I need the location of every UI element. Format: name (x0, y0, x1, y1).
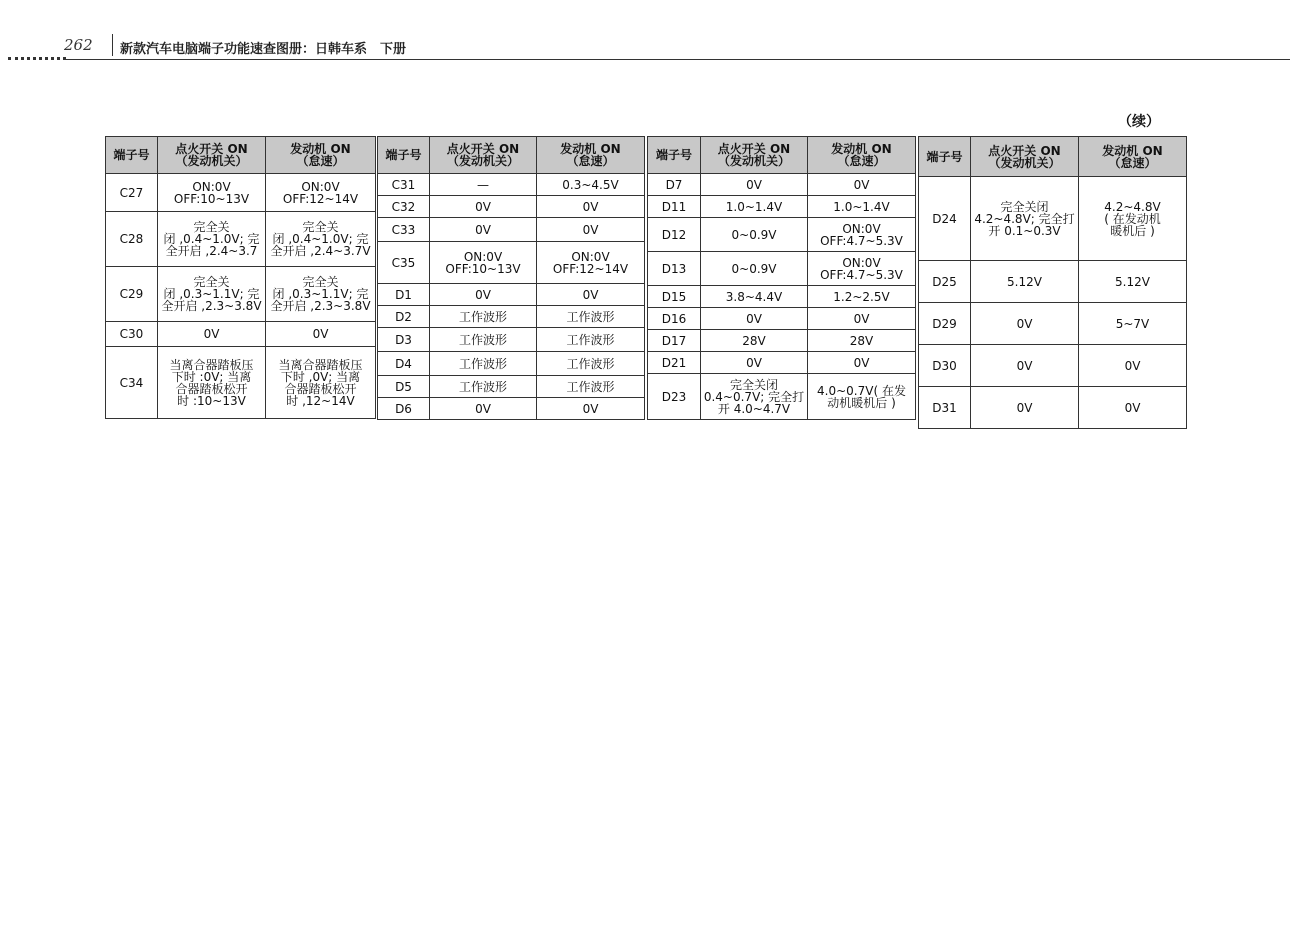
pin-cell: D16 (648, 308, 701, 330)
pin-cell: D24 (919, 177, 971, 261)
ign-value-cell: 0V (701, 308, 808, 330)
ign-value-cell: 0V (971, 387, 1079, 429)
engine-value-cell: 0V (808, 308, 916, 330)
pin-cell: D29 (919, 303, 971, 345)
table-row (378, 306, 645, 328)
table-row (106, 347, 376, 419)
terminal-table-4 (918, 136, 1187, 429)
table-row (378, 218, 645, 242)
engine-value-cell: 工作波形 (537, 328, 645, 352)
page-number: 262 (64, 36, 93, 54)
pin-cell: C27 (106, 174, 158, 212)
ign-value-cell: 完全关闭 4.2~4.8V; 完全打 开 0.1~0.3V (971, 177, 1079, 261)
ign-value-cell: 0V (430, 196, 537, 218)
engine-value-cell: 完全关 闭 ,0.3~1.1V; 完 全开启 ,2.3~3.8V (266, 267, 376, 322)
table-row (919, 303, 1187, 345)
engine-value-cell: 1.2~2.5V (808, 286, 916, 308)
table-row (378, 284, 645, 306)
pin-cell: C35 (378, 242, 430, 284)
engine-value-cell: 0V (537, 218, 645, 242)
table-header-row (106, 137, 376, 174)
ign-value-cell: 0V (430, 218, 537, 242)
table-header-row (378, 137, 645, 174)
ign-value-cell: 0V (971, 303, 1079, 345)
pin-cell: D3 (378, 328, 430, 352)
engine-value-cell: 4.0~0.7V( 在发 动机暖机后 ) (808, 374, 916, 420)
pin-cell: D23 (648, 374, 701, 420)
table-row (106, 174, 376, 212)
continued-label: （续） (1118, 114, 1160, 130)
table-row (648, 330, 916, 352)
pin-cell: D12 (648, 218, 701, 252)
pin-cell: D4 (378, 352, 430, 376)
header-dotted-line (8, 57, 66, 60)
col-header-engine-on: 发动机 ON （怠速） (1079, 137, 1187, 177)
ign-value-cell: 3.8~4.4V (701, 286, 808, 308)
table-row (378, 328, 645, 352)
pin-cell: C29 (106, 267, 158, 322)
engine-value-cell: ON:0V OFF:4.7~5.3V (808, 218, 916, 252)
ign-value-cell: 0V (971, 345, 1079, 387)
pin-cell: D17 (648, 330, 701, 352)
engine-value-cell: 0.3~4.5V (537, 174, 645, 196)
terminal-table-3 (647, 136, 916, 420)
table-row (648, 252, 916, 286)
header-rule (66, 59, 1290, 60)
table-row (378, 376, 645, 398)
col-header-ign-on: 点火开关 ON （发动机关） (971, 137, 1079, 177)
engine-value-cell: 工作波形 (537, 376, 645, 398)
table-row (106, 212, 376, 267)
ign-value-cell: 完全关 闭 ,0.4~1.0V; 完 全开启 ,2.4~3.7 (158, 212, 266, 267)
table-header-row (648, 137, 916, 174)
pin-cell: C31 (378, 174, 430, 196)
ign-value-cell: 5.12V (971, 261, 1079, 303)
table-row (648, 352, 916, 374)
engine-value-cell: 工作波形 (537, 306, 645, 328)
pin-cell: D30 (919, 345, 971, 387)
col-header-terminal: 端子号 (378, 137, 430, 174)
engine-value-cell: 1.0~1.4V (808, 196, 916, 218)
table-row (648, 196, 916, 218)
table-row (106, 267, 376, 322)
table-header-row (919, 137, 1187, 177)
pin-cell: D7 (648, 174, 701, 196)
ign-value-cell: 0V (701, 174, 808, 196)
table-row (648, 374, 916, 420)
table-row (919, 345, 1187, 387)
engine-value-cell: ON:0V OFF:12~14V (266, 174, 376, 212)
col-header-terminal: 端子号 (106, 137, 158, 174)
terminal-table-2 (377, 136, 645, 420)
ign-value-cell: — (430, 174, 537, 196)
ign-value-cell: 完全关 闭 ,0.3~1.1V; 完 全开启 ,2.3~3.8V (158, 267, 266, 322)
col-header-terminal: 端子号 (648, 137, 701, 174)
engine-value-cell: 完全关 闭 ,0.4~1.0V; 完 全开启 ,2.4~3.7V (266, 212, 376, 267)
pin-cell: D11 (648, 196, 701, 218)
ign-value-cell: 0~0.9V (701, 218, 808, 252)
table-row (378, 242, 645, 284)
table-row (648, 174, 916, 196)
pin-cell: C33 (378, 218, 430, 242)
ign-value-cell: 28V (701, 330, 808, 352)
table-row (919, 261, 1187, 303)
pin-cell: C30 (106, 322, 158, 347)
table-row (378, 174, 645, 196)
col-header-engine-on: 发动机 ON （怠速） (266, 137, 376, 174)
ign-value-cell: 0V (430, 284, 537, 306)
engine-value-cell: 工作波形 (537, 352, 645, 376)
table-row (919, 177, 1187, 261)
engine-value-cell: 0V (808, 352, 916, 374)
pin-cell: D13 (648, 252, 701, 286)
pin-cell: D2 (378, 306, 430, 328)
ign-value-cell: 0V (701, 352, 808, 374)
header-divider (112, 34, 113, 56)
pin-cell: D31 (919, 387, 971, 429)
book-title: 新款汽车电脑端子功能速查图册：日韩车系 下册 (120, 42, 407, 57)
ign-value-cell: 工作波形 (430, 352, 537, 376)
pin-cell: C32 (378, 196, 430, 218)
table-row (378, 352, 645, 376)
engine-value-cell: 0V (1079, 345, 1187, 387)
engine-value-cell: 4.2~4.8V ( 在发动机 暖机后 ) (1079, 177, 1187, 261)
col-header-engine-on: 发动机 ON （怠速） (537, 137, 645, 174)
engine-value-cell: 5.12V (1079, 261, 1187, 303)
pin-cell: D21 (648, 352, 701, 374)
col-header-ign-on: 点火开关 ON （发动机关） (158, 137, 266, 174)
table-row (378, 196, 645, 218)
engine-value-cell: 当离合器踏板压 下时 ,0V; 当离 合器踏板松开 时 ,12~14V (266, 347, 376, 419)
table-row (106, 322, 376, 347)
table-row (919, 387, 1187, 429)
ign-value-cell: ON:0V OFF:10~13V (430, 242, 537, 284)
ign-value-cell: 1.0~1.4V (701, 196, 808, 218)
ign-value-cell: 完全关闭 0.4~0.7V; 完全打 开 4.0~4.7V (701, 374, 808, 420)
col-header-engine-on: 发动机 ON （怠速） (808, 137, 916, 174)
col-header-terminal: 端子号 (919, 137, 971, 177)
engine-value-cell: 0V (808, 174, 916, 196)
table-row (648, 218, 916, 252)
engine-value-cell: 0V (1079, 387, 1187, 429)
ign-value-cell: 0V (430, 398, 537, 420)
ign-value-cell: 0~0.9V (701, 252, 808, 286)
engine-value-cell: 0V (537, 398, 645, 420)
pin-cell: C28 (106, 212, 158, 267)
engine-value-cell: 0V (537, 284, 645, 306)
col-header-ign-on: 点火开关 ON （发动机关） (430, 137, 537, 174)
ign-value-cell: ON:0V OFF:10~13V (158, 174, 266, 212)
ign-value-cell: 0V (158, 322, 266, 347)
table-row (648, 286, 916, 308)
col-header-ign-on: 点火开关 ON （发动机关） (701, 137, 808, 174)
pin-cell: D15 (648, 286, 701, 308)
ign-value-cell: 当离合器踏板压 下时 :0V; 当离 合器踏板松开 时 :10~13V (158, 347, 266, 419)
ign-value-cell: 工作波形 (430, 328, 537, 352)
pin-cell: D6 (378, 398, 430, 420)
table-row (648, 308, 916, 330)
engine-value-cell: 5~7V (1079, 303, 1187, 345)
terminal-table-1 (105, 136, 376, 419)
ign-value-cell: 工作波形 (430, 306, 537, 328)
engine-value-cell: ON:0V OFF:4.7~5.3V (808, 252, 916, 286)
engine-value-cell: 28V (808, 330, 916, 352)
pin-cell: D1 (378, 284, 430, 306)
pin-cell: D25 (919, 261, 971, 303)
engine-value-cell: 0V (266, 322, 376, 347)
engine-value-cell: ON:0V OFF:12~14V (537, 242, 645, 284)
ign-value-cell: 工作波形 (430, 376, 537, 398)
pin-cell: D5 (378, 376, 430, 398)
engine-value-cell: 0V (537, 196, 645, 218)
pin-cell: C34 (106, 347, 158, 419)
page-header (8, 34, 1290, 62)
table-row (378, 398, 645, 420)
